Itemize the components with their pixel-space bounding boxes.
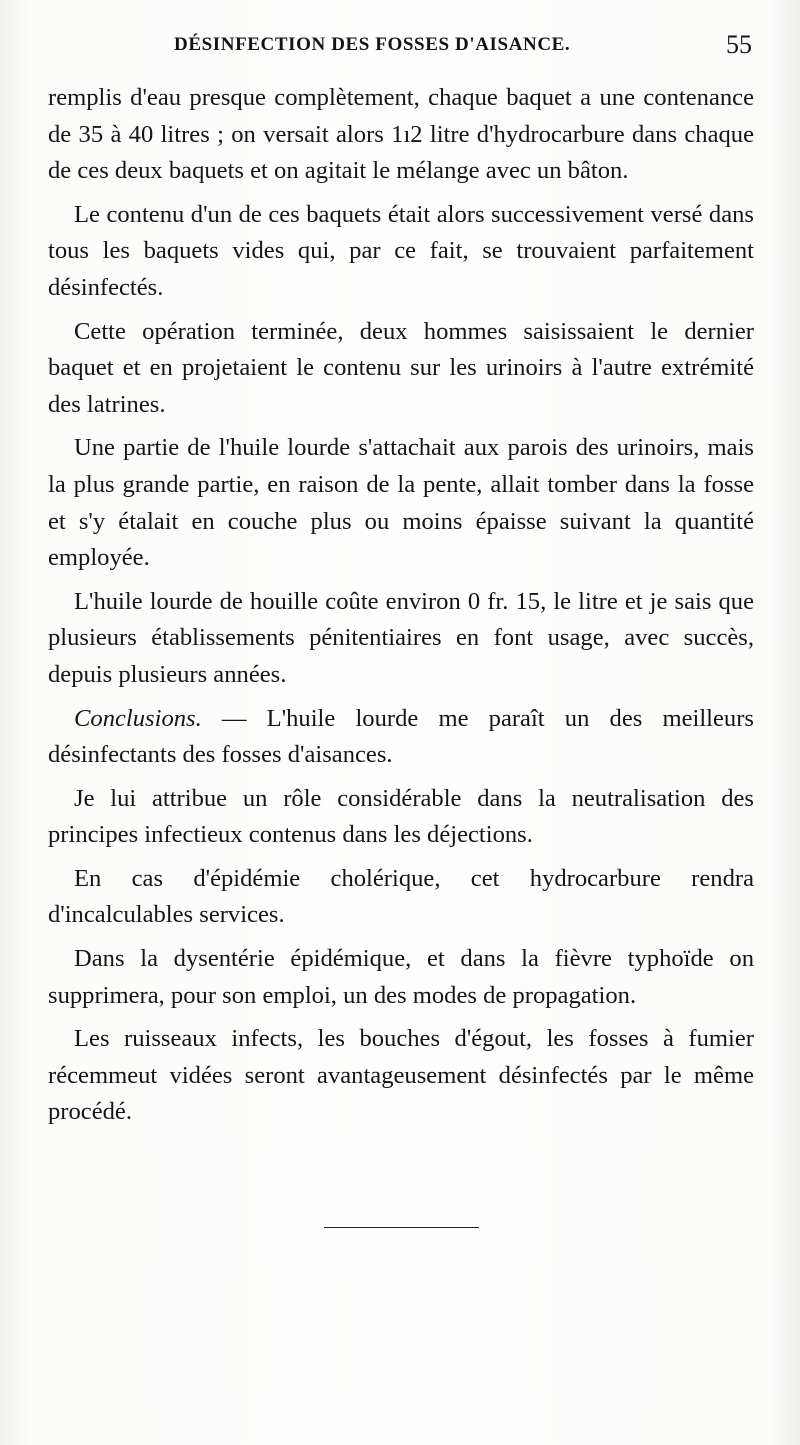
paragraph: L'huile lourde de houille coûte environ 0 fr. 15, le litre et je sais que plusieurs établissements pénitentiaires en font usage, avec succès, depuis plusieurs années. — [48, 587, 754, 688]
page-number: 55 — [726, 30, 752, 59]
paragraph: Les ruisseaux infects, les bouches d'égout, les fosses à fumier récemmeut vidées seront avantageusement désinfectés par le même procédé. — [48, 1025, 754, 1126]
paragraph: Je lui attribue un rôle considérable dans la neutralisation des principes infectieux contenus dans les déjections. — [48, 784, 754, 849]
paragraph: remplis d'eau presque complètement, chaque baquet a une contenance de 35 à 40 litres ; on versait alors 1ı2 litre d'hydrocarbure dans chaque de ces deux baquets et on agitait le mélange avec un bâton. — [48, 84, 754, 185]
paragraph: Cette opération terminée, deux hommes saisissaient le dernier baquet et en projetaient le contenu sur les urinoirs à l'autre extrémité des latrines. — [48, 317, 754, 418]
paragraph: Dans la dysentérie épidémique, et dans la fièvre typhoïde on supprimera, pour son emploi, un des modes de propagation. — [48, 945, 754, 1009]
conclusion-paragraph — [48, 701, 754, 774]
section-divider — [324, 1227, 479, 1228]
paragraph: Une partie de l'huile lourde s'attachait aux parois des urinoirs, mais la plus grande partie, en raison de la pente, allait tomber dans la fosse et s'y étalait en couche plus ou moins épaisse suivant la quantité employée. — [48, 434, 754, 572]
page-header — [48, 30, 752, 70]
conclusion-text: — L'huile lourde me paraît un des meilleurs désinfectants des fosses d'aisances. — [48, 704, 754, 769]
paragraph: Le contenu d'un de ces baquets était alors successivement versé dans tous les baquets vides qui, par ce fait, se trouvaient parfaitement désinfectés. — [48, 200, 754, 301]
body-text — [48, 80, 754, 1131]
conclusion-label: Conclusions. — [74, 704, 202, 732]
paragraph: En cas d'épidémie cholérique, cet hydrocarbure rendra d'incalculables services. — [48, 864, 754, 929]
running-title: DÉSINFECTION DES FOSSES D'AISANCE. — [174, 34, 571, 55]
